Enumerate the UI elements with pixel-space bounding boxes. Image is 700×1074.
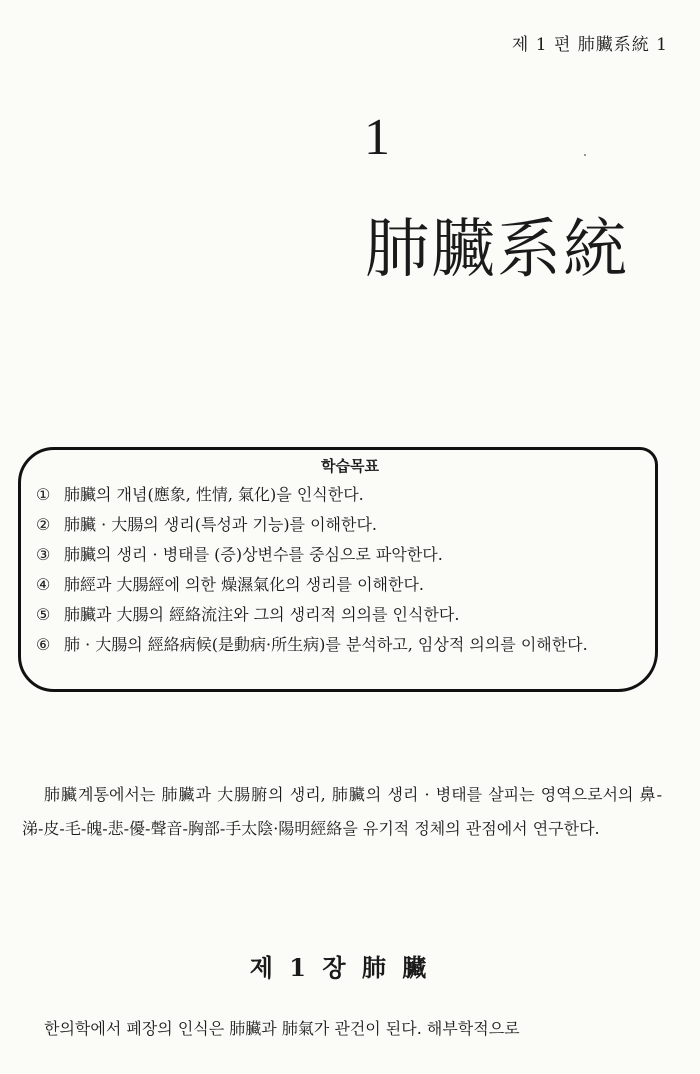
running-header: 제 1 편 肺臟系統 1 [511,35,668,55]
objective-marker: ④ [36,575,51,594]
objective-marker: ③ [36,545,51,564]
objective-text: 肺臟의 생리 · 병태를 (증)상변수를 중심으로 파악한다. [64,545,443,564]
objective-item [36,570,656,600]
objective-text: 肺經과 大腸經에 의한 燥濕氣化의 생리를 이해한다. [64,575,424,594]
objective-marker: ② [36,515,51,534]
objective-item [36,480,656,510]
section-heading: 제 1 장 肺 臟 [249,952,431,982]
objective-text: 肺臟의 개념(應象, 性情, 氣化)을 인식한다. [64,485,364,504]
objective-item [36,510,656,540]
body-paragraph: 한의학에서 폐장의 인식은 肺臟과 肺氣가 관건이 된다. 해부학적으로 [44,1019,520,1038]
objective-item [36,600,656,630]
objective-text: 肺 · 大腸의 經絡病候(是動病·所生病)를 분석하고, 임상적 의의를 이해한다. [64,635,588,654]
learning-objectives-title: 학습목표 [321,457,379,475]
objective-marker: ① [36,485,51,504]
objective-marker: ⑤ [36,605,51,624]
learning-objectives-list [36,480,656,660]
speck [584,154,586,156]
objective-item [36,630,656,660]
objective-item [36,540,656,570]
objective-text: 肺臟과 大腸의 經絡流注와 그의 생리적 의의를 인식한다. [64,605,460,624]
objective-marker: ⑥ [36,635,51,654]
chapter-title: 肺臟系統 [365,213,629,287]
intro-paragraph: 肺臟계통에서는 肺臟과 大腸腑의 생리, 肺臟의 생리 · 병태를 살피는 영역으로서의 鼻-涕-皮-毛-魄-悲-優-聲音-胸部-手太陰·陽明經絡을 유기적 정체의 관점에서 연구한다. [22,785,662,838]
chapter-number: 1 [364,109,390,166]
objective-text: 肺臟 · 大腸의 생리(특성과 기능)를 이해한다. [64,515,378,534]
